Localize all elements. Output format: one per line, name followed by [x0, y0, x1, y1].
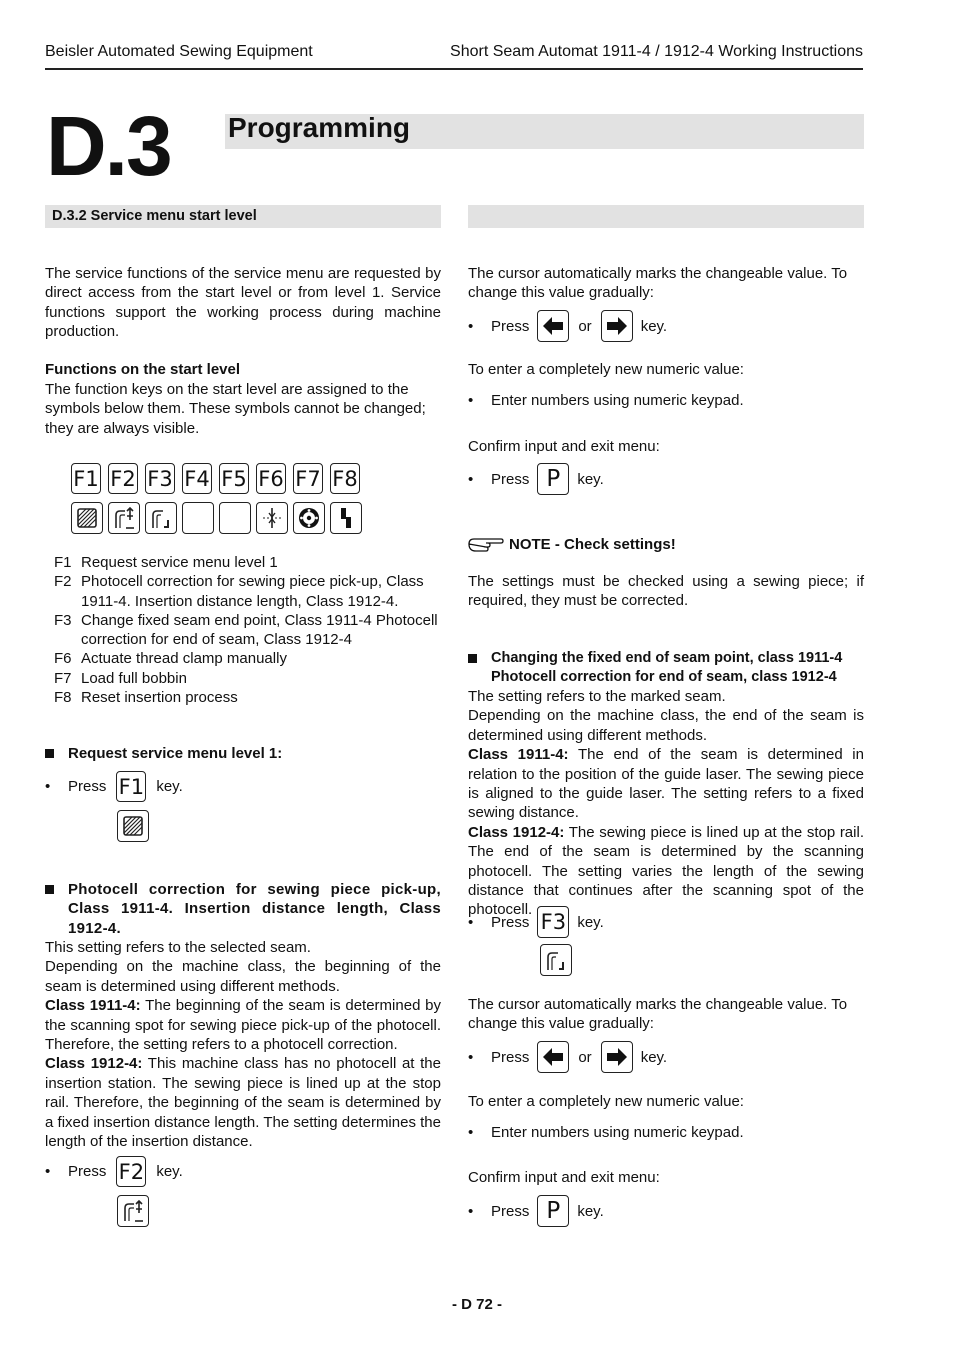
photocell-pickup-icon [108, 502, 140, 534]
functions-heading: Functions on the start level [45, 361, 241, 378]
pointing-hand-icon [468, 535, 504, 553]
function-list [54, 553, 442, 707]
enter-numbers-step-2: • Enter numbers using numeric keypad. [468, 1124, 744, 1141]
blank-icon [182, 502, 214, 534]
f4-key[interactable]: F4 [182, 463, 212, 494]
note-text: The settings must be checked using a sewing piece; if required, they must be corrected. [468, 573, 864, 610]
arrow-left-key[interactable] [537, 1041, 569, 1073]
press-f2-step: • Press F2 key. [45, 1156, 183, 1187]
header-left: Beisler Automated Sewing Equipment [45, 43, 313, 60]
thread-clamp-icon [256, 502, 288, 534]
new-value-text-2: To enter a completely new numeric value: [468, 1093, 744, 1110]
list-item: F8 Reset insertion process [54, 689, 238, 707]
square-bullet-icon [45, 885, 54, 894]
header-rule [45, 68, 863, 70]
list-item: F6 Actuate thread clamp manually [54, 650, 287, 668]
arrow-right-key[interactable] [601, 310, 633, 342]
arrow-left-icon [541, 1045, 565, 1069]
arrow-left-icon [541, 314, 565, 338]
section-bar-right [468, 205, 864, 228]
f6-key[interactable]: F6 [256, 463, 286, 494]
blank-icon [219, 502, 251, 534]
arrow-right-key[interactable] [601, 1041, 633, 1073]
press-arrows-step-2: • Press or key. [468, 1041, 667, 1073]
reset-insertion-icon [330, 502, 362, 534]
arrow-right-icon [605, 314, 629, 338]
f7-key[interactable]: F7 [293, 463, 323, 494]
functions-text: The function keys on the start level are assigned to the symbols below them. These symbols cannot be changed; they are always visible. [45, 381, 426, 437]
page-number: - D 72 - [451, 1296, 502, 1313]
header-right: Short Seam Automat 1911-4 / 1912-4 Working Instructions [450, 43, 863, 60]
new-value-text: To enter a completely new numeric value: [468, 361, 744, 378]
bobbin-icon [293, 502, 325, 534]
f5-key[interactable]: F5 [219, 463, 249, 494]
note-heading: NOTE - Check settings! [468, 535, 676, 553]
change-body: The setting refers to the marked seam. Depending on the machine class, the end of the seam is determined using different methods. Class 1911-4: The end of the seam is determined in relation to the position of the guide laser. The sewing piece is aligned to the guide laser. The setting refers to a fixed sewing distance. Class 1912-4: The sewing piece is lined up at the stop rail. The end of the seam is determined by the scanning photocell. The setting varies the length of the sewing distance that continues after the scanning spot of the photocell. [468, 688, 864, 919]
photocell-heading: Photocell correction for sewing piece pick-up, Class 1911-4. Insertion distance length, Class 1912-4. [45, 880, 441, 938]
f1-key[interactable]: F1 [71, 463, 101, 494]
p-key[interactable]: P [537, 1195, 569, 1227]
arrow-right-icon [605, 1045, 629, 1069]
chapter-number: D.3 [46, 99, 171, 193]
square-bullet-icon [468, 654, 477, 663]
press-p-step: • Press P key. [468, 463, 604, 495]
press-f3-step: • Press F3 key. [468, 906, 604, 938]
press-f1-step: • Press F1 key. [45, 771, 183, 802]
symbol-row [71, 502, 362, 534]
list-item: F3 Change fixed seam end point, Class 1911-4 Photocell correction for end of seam, Class 1912-4 [54, 611, 438, 649]
seam-end-icon [540, 944, 572, 977]
photocell-body: This setting refers to the selected seam. Depending on the machine class, the beginning of the seam is determined using different methods. Class 1911-4: The beginning of the seam is determined by the scanning spot for sewing piece pick-up of the photocell. Therefore, the setting refers to a photocell correction. Class 1912-4: This machine class has no photocell at the insertion station. The sewing piece is lined up at the stop rail. Therefore, the beginning of the seam is determined by a fixed insertion distance length. The setting determines the length of the insertion distance. [45, 939, 441, 1151]
p-key[interactable]: P [537, 463, 569, 495]
confirm-text-2: Confirm input and exit menu: [468, 1169, 660, 1186]
change-heading: Changing the fixed end of seam point, class 1911-4 Photocell correction for end of seam, class 1912-4 [468, 649, 868, 688]
intro-paragraph: The service functions of the service menu are requested by direct access from the start level or from level 1. Service functions support the working process during machine production. [45, 265, 441, 341]
f8-key[interactable]: F8 [330, 463, 360, 494]
arrow-left-key[interactable] [537, 310, 569, 342]
f3-key[interactable]: F3 [145, 463, 175, 494]
photocell-pickup-icon [117, 1195, 149, 1228]
request-heading: Request service menu level 1: [45, 745, 282, 762]
list-item: F2 Photocell correction for sewing piece pick-up, Class 1911-4. Insertion distance length, Class 1912-4. [54, 573, 424, 610]
square-bullet-icon [45, 749, 54, 758]
list-item: F1 Request service menu level 1 [54, 554, 278, 571]
function-key-row [71, 463, 360, 494]
f2-key[interactable]: F2 [108, 463, 138, 494]
cursor-text-2: The cursor automatically marks the changeable value. To change this value gradually: [468, 996, 848, 1033]
f2-key[interactable]: F2 [116, 1156, 146, 1187]
hatched-box-icon [71, 502, 103, 534]
cursor-text: The cursor automatically marks the changeable value. To change this value gradually: [468, 265, 848, 302]
section-title: D.3.2 Service menu start level [52, 208, 257, 224]
enter-numbers-step: • Enter numbers using numeric keypad. [468, 392, 744, 409]
list-item: F7 Load full bobbin [54, 669, 187, 687]
chapter-title: Programming [228, 112, 411, 143]
press-p-step-2: • Press P key. [468, 1195, 604, 1227]
hatched-box-icon [117, 810, 149, 843]
confirm-text: Confirm input and exit menu: [468, 438, 660, 455]
press-arrows-step: • Press or key. [468, 310, 667, 342]
f3-key[interactable]: F3 [537, 906, 569, 938]
f1-key[interactable]: F1 [116, 771, 146, 802]
seam-end-icon [145, 502, 177, 534]
